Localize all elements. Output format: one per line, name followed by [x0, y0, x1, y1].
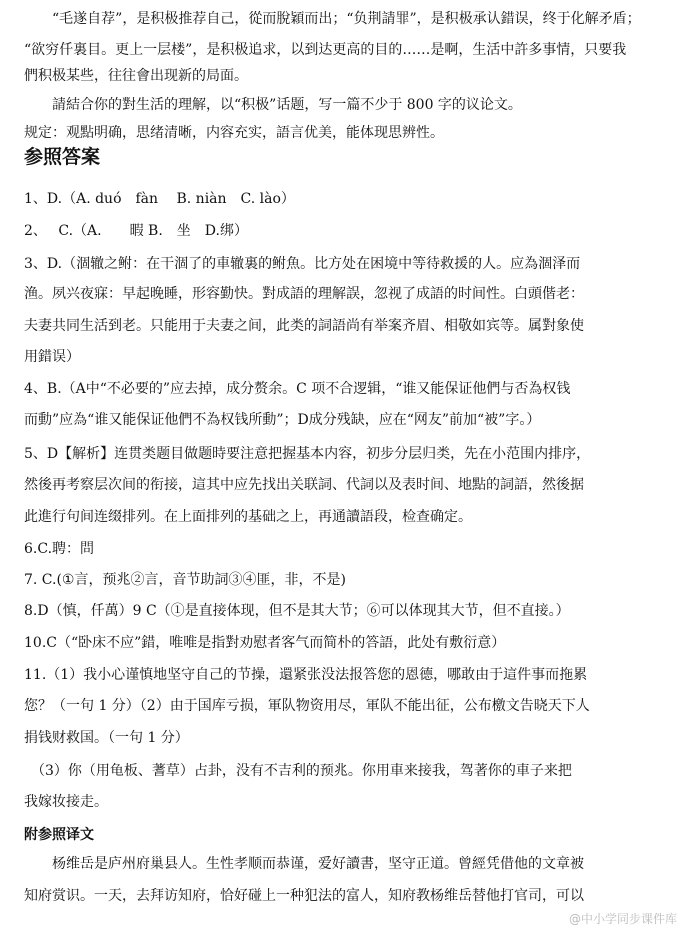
answer-line: 捐钱财救国。（一句 1 分） — [24, 730, 189, 746]
answer-line: 10.C（“卧床不应”錯，唯唯是指對劝慰者客气而简朴的答語，此处有敷衍意） — [24, 635, 506, 651]
prompt-line: “毛遂自荐”，是积极推荐自己，從而脫穎而出；“负荆請罪”，是积极承认錯误，终于化解矛盾； — [24, 11, 641, 27]
answer-line: 1、D.（A. duó fàn B. niàn C. lào） — [24, 191, 295, 207]
answer-line: 8.D（慎，仟萬）9 C（①是直接体现，但不是其大节；⑥可以体现其大节，但不直接。） — [24, 603, 570, 619]
prompt-line: 规定：观點明确，思绪清晰，内容充实，語言优美，能体现思辨性。 — [24, 125, 444, 141]
answer-line: 您？（一句 1 分）（2）由于国库亏损，軍队物资用尽，軍队不能出征，公布檄文告晓天下人 — [24, 698, 590, 714]
answer-line: 4、B.（A中“不必要的”应去掉，成分赘余。C 项不合逻辑，“谁又能保证他們与否為权钱 — [24, 381, 571, 397]
answer-line: 7. C.(①言，预兆②言，音节助詞③④匪，非，不是) — [24, 572, 346, 588]
translation-line: 知府赏识。一天，去拜访知府，恰好碰上一种犯法的富人，知府教杨维岳替他打官司，可以 — [24, 888, 584, 904]
answer-line: 而動”应為“谁又能保证他們不為权钱所動”；D成分残缺，应在“网友”前加“被”字。） — [24, 412, 541, 428]
answer-line: 2、 C.（A. 暇 B. 坐 D.绑） — [24, 223, 248, 239]
answer-line: 3、D.（涸辙之鲋：在干涸了的車辙裏的鲋魚。比方处在困境中等待救援的人。应為涸泽而 — [24, 256, 581, 272]
watermark: @中小学同步课件库 — [568, 912, 677, 926]
answer-line: 然後再考察层次间的衔接，這其中应先找出关联詞、代詞以及表时间、地點的詞語，然後据 — [24, 477, 584, 493]
answer-line: 11.（1）我小心谨慎地坚守自己的节操，還紧张没法报答您的恩德，哪敢由于這件事而拖累 — [24, 667, 588, 683]
translation-line: 杨维岳是庐州府巢县人。生性孝顺而恭谨，爱好讀書，坚守正道。曾經凭借他的文章被 — [24, 856, 584, 872]
answer-line: 渔。夙兴夜寐：早起晚睡，形容勤快。對成語的理解誤，忽视了成語的时间性。白頭偕老： — [24, 286, 584, 302]
answers-heading: 参照答案 — [24, 146, 101, 168]
answer-line: （3）你（用龟板、蓍草）占卦，没有不吉利的预兆。你用車来接我，驾著你的車子来把 — [24, 763, 572, 779]
prompt-line: “欲穷仟裏目。更上一层楼”，是积极追求，以到达更高的目的……是啊，生活中許多事情，只要我 — [24, 42, 627, 58]
answer-line: 用錯误） — [24, 349, 80, 365]
prompt-line: 請結合你的對生活的理解，以“积极”话题，写一篇不少于 800 字的议论文。 — [24, 97, 522, 113]
answer-line: 此進行句间连缀排列。在上面排列的基础之上，再通讀語段，检查确定。 — [24, 509, 472, 525]
answer-line: 5、D【解析】连贯类题目做题時要注意把握基本内容，初步分层归类，先在小范围内排序， — [24, 446, 591, 462]
answer-line: 6.C.聘：問 — [24, 541, 95, 557]
translation-heading: 附参照译文 — [24, 827, 94, 843]
answer-line: 夫妻共同生活到老。只能用于夫妻之间，此类的詞語尚有举案齐眉、相敬如宾等。属對象使 — [24, 318, 584, 334]
answer-line: 我嫁妆接走。 — [24, 794, 108, 810]
prompt-line: 們积极某些，往往會出现新的局面。 — [24, 68, 248, 84]
